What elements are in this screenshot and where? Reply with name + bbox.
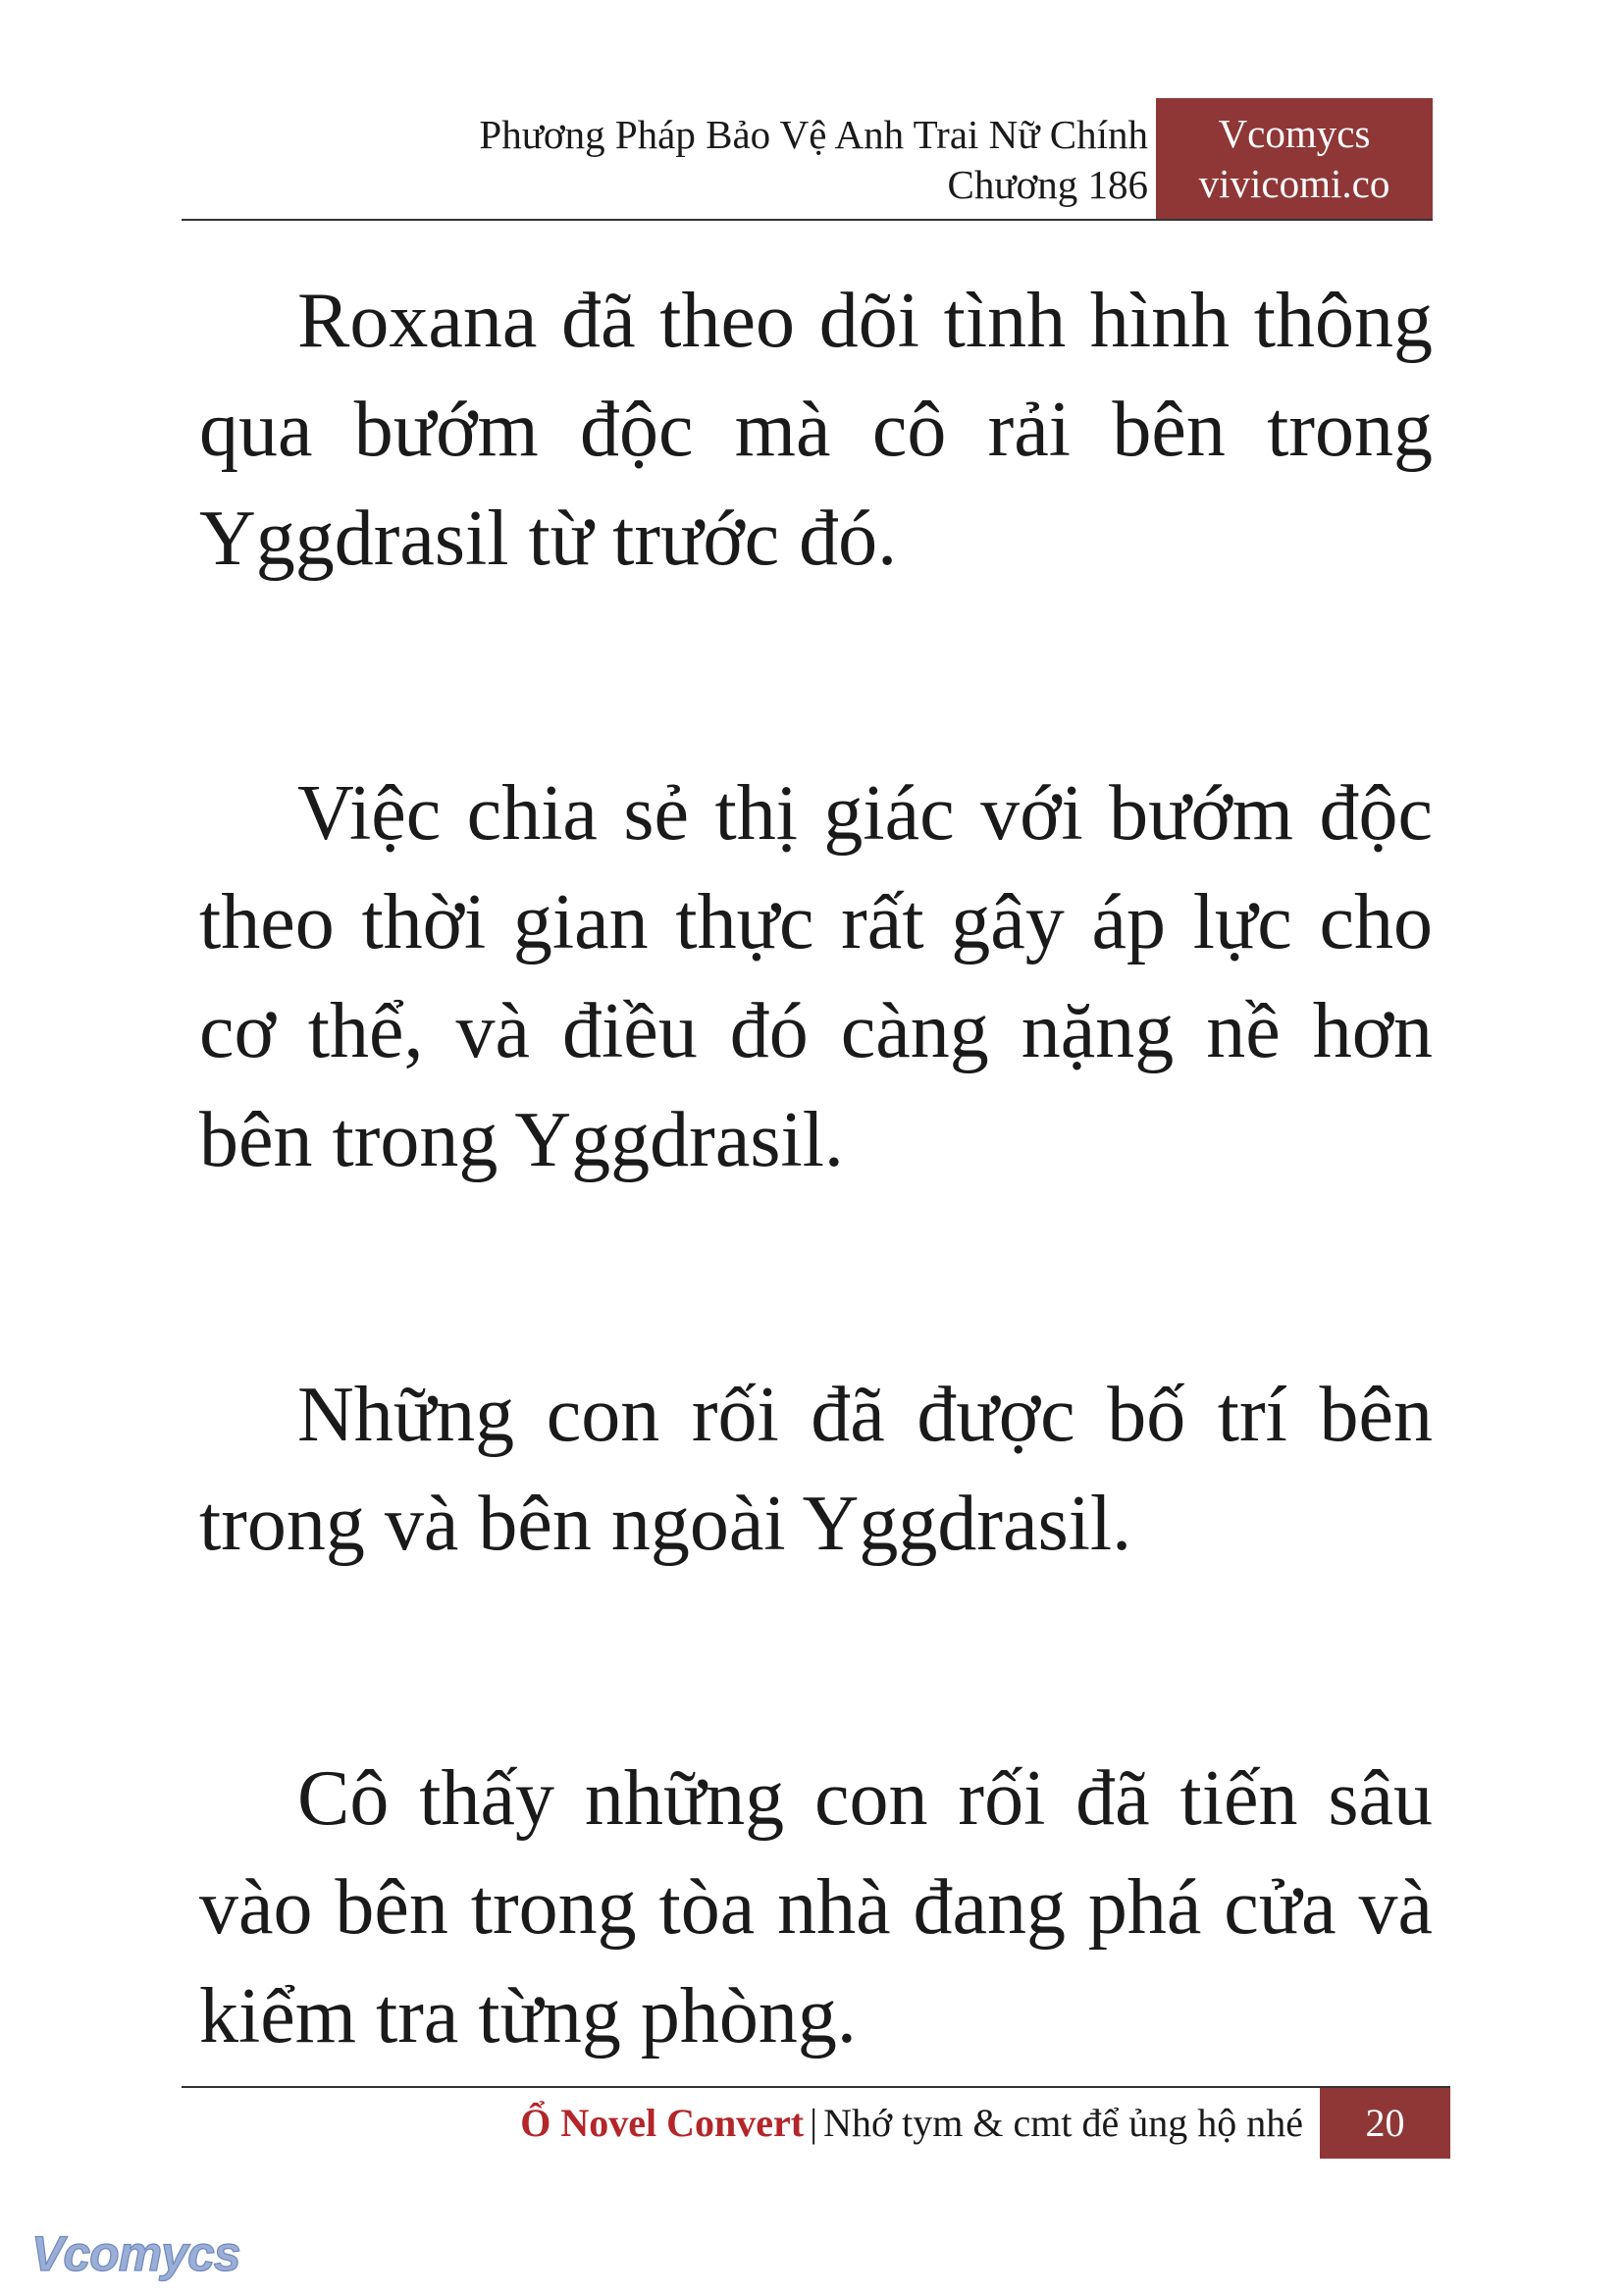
header-title-block xyxy=(479,110,1148,210)
paragraph-4: Cô thấy những con rối đã tiến sâu vào bên trong tòa nhà đang phá cửa và kiểm tra từng phòng. xyxy=(199,1755,1433,2060)
watermark-logo xyxy=(27,2219,253,2288)
site-badge xyxy=(1156,98,1433,220)
footer-brand: Ổ Novel Convert xyxy=(520,2101,805,2145)
page-footer xyxy=(182,2088,1450,2159)
site-name: Vcomycs xyxy=(1218,111,1371,156)
footer-message: Nhớ tym & cmt để ủng hộ nhé xyxy=(823,2101,1303,2145)
paragraph-1: Roxana đã theo dõi tình hình thông qua bướm độc mà cô rải bên trong Yggdrasil từ trước đó. xyxy=(199,278,1433,582)
footer-text xyxy=(520,2100,1303,2147)
svg-text:Vcomycs: Vcomycs xyxy=(31,2226,240,2281)
site-url: vivicomi.co xyxy=(1198,161,1390,206)
paragraph-3: Những con rối đã được bố trí bên trong và bên ngoài Yggdrasil. xyxy=(199,1372,1433,1567)
page-header xyxy=(182,98,1433,220)
paragraph-2: Việc chia sẻ thị giác với bướm độc theo thời gian thực rất gây áp lực cho cơ thể, và điều đó càng nặng nề hơn bên trong Yggdrasil. xyxy=(199,770,1433,1183)
footer-separator: | xyxy=(810,2101,818,2145)
header-divider xyxy=(182,219,1433,221)
page-content xyxy=(199,267,1433,2071)
book-title: Phương Pháp Bảo Vệ Anh Trai Nữ Chính xyxy=(479,112,1148,157)
chapter-label: Chương 186 xyxy=(947,162,1148,207)
page-number: 20 xyxy=(1320,2088,1450,2159)
